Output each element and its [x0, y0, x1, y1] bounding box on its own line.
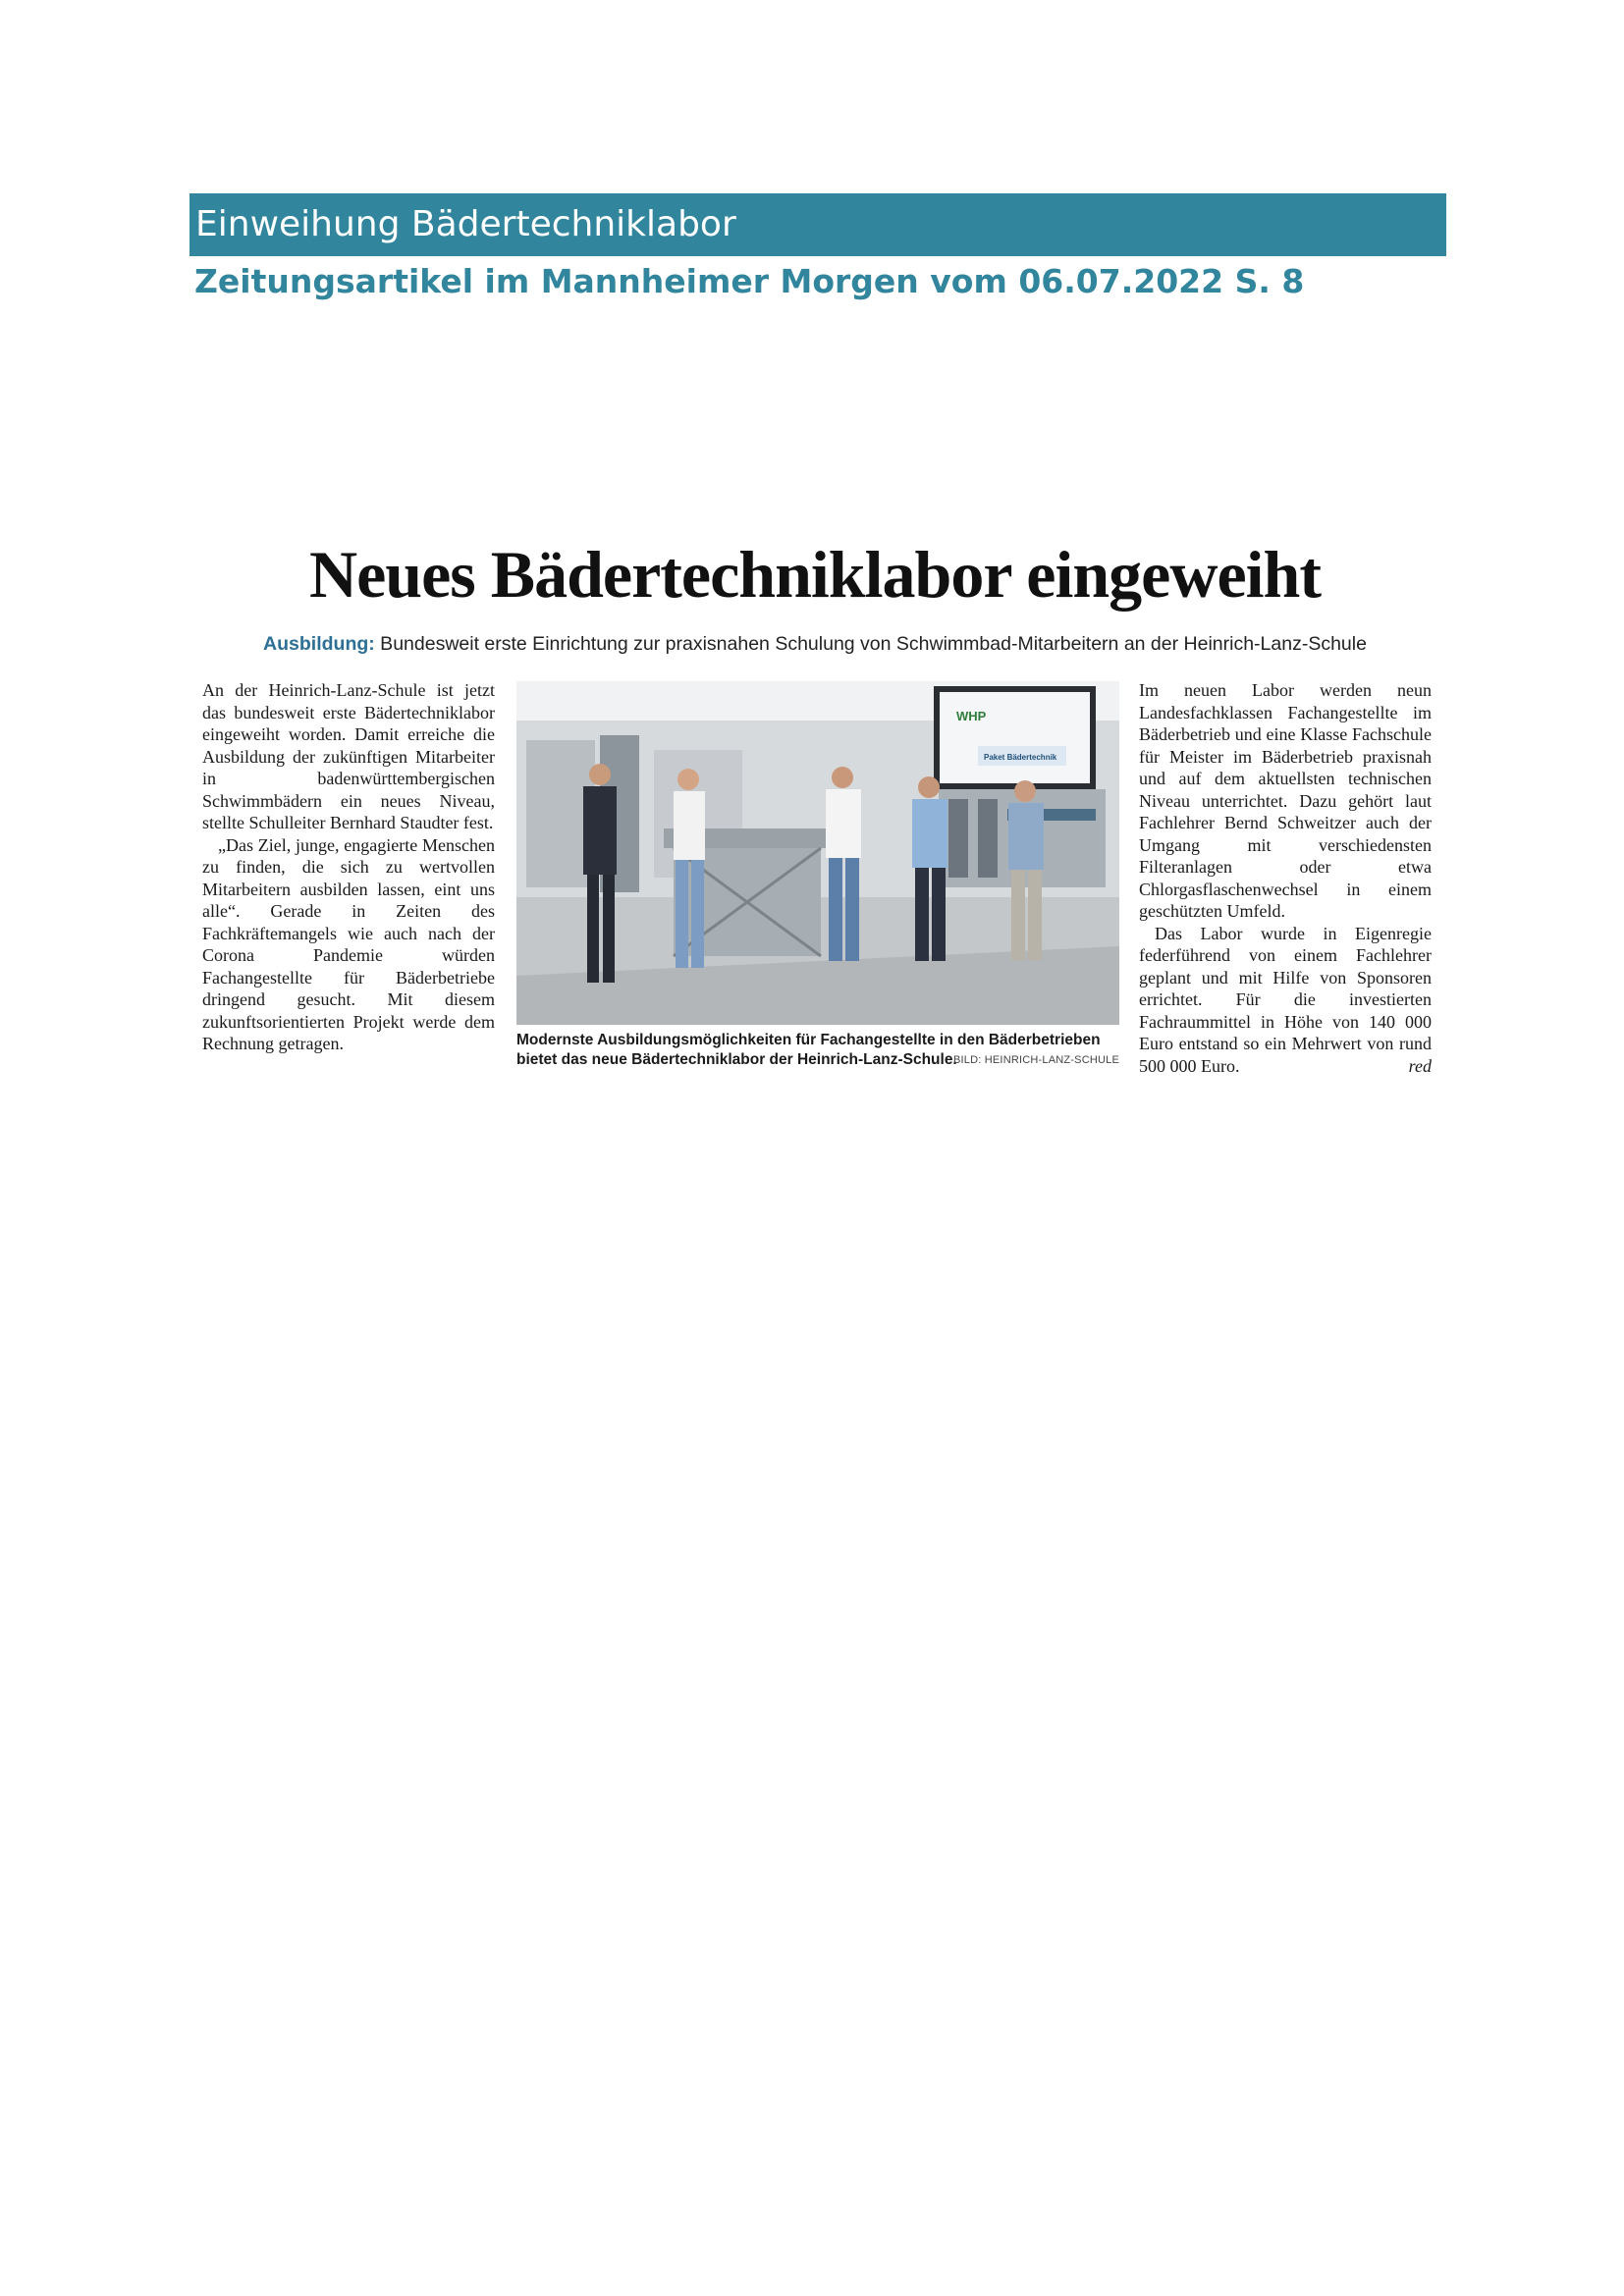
dek-kicker: Ausbildung: [263, 633, 375, 655]
source-subtitle: Zeitungsartikel im Mannheimer Morgen vom 06.07.2022 S. 8 [194, 262, 1305, 300]
title-banner [189, 193, 1446, 256]
right-paragraph-2 [1139, 923, 1432, 1078]
screen-logo: WHP [956, 709, 987, 723]
left-paragraph-2: „Das Ziel, junge, engagierte Menschen zu finden, die sich zu wertvollen Mitarbeitern ausbilden lassen, eint uns alle“. Gerade in Zeiten des Fachkräftemangels wie auch nach der Corona Pandemie würden Fachangestellte für Bäderbetriebe dringend gesucht. Mit diesem zukunftsorientierten Projekt werde dem Rechnung getragen. [202, 834, 495, 1053]
photo-caption [516, 1031, 1119, 1070]
left-paragraph-1: An der Heinrich-Lanz-Schule ist jetzt das bundesweit erste Bädertechniklabor eingeweiht worden. Damit erreiche die Ausbildung der zukünftigen Mitarbeiter in badenwürttembergischen Schwimmbädern ein neues Niveau, stellte Schulleiter Bernhard Staudter fest. [202, 680, 495, 832]
page-title: Einweihung Bädertechniklabor [195, 204, 736, 244]
photo-credit: BILD: HEINRICH-LANZ-SCHULE [952, 1054, 1119, 1066]
article-headline: Neues Bädertechniklabor eingeweiht [308, 537, 1322, 612]
lab-photo-illustration [516, 681, 1119, 1025]
article-dek [196, 630, 1434, 658]
screen-text: Paket Bädertechnik [984, 753, 1057, 762]
right-paragraph-1: Im neuen Labor werden neun Landesfachklassen Fachangestellte im Bäderbetrieb und eine Klasse Fachschule für Meister im Bäderbetrieb praxisnah und auf dem aktuellsten technischen Niveau unterrichtet. Dazu gehört laut Fachlehrer Bernd Schweitzer auch der Umgang mit verschiedensten Filteranlagen oder etwa Chlorgasflaschenwechsel in einem geschützten Umfeld. [1139, 680, 1432, 921]
article-photo [516, 681, 1119, 1025]
caption-line-1: Modernste Ausbildungsmöglichkeiten für Fachangestellte in den Bäderbetrieben [516, 1032, 1101, 1048]
newspaper-clipping [196, 530, 1434, 1080]
caption-line-2: bietet das neue Bädertechniklabor der Heinrich-Lanz-Schule. [516, 1051, 957, 1068]
right-column [1139, 679, 1432, 1077]
author-signature: red [1408, 1055, 1432, 1076]
dek-text: Bundesweit erste Einrichtung zur praxisnahen Schulung von Schwimmbad-Mitarbeitern an der Heinrich-Lanz-Schule [374, 633, 1367, 655]
right-paragraph-2-text: Das Labor wurde in Eigenregie federführend von einem Fachlehrer geplant und mit Hilfe von Sponsoren errichtet. Für die investierten Fachraummittel in Höhe von 140 000 Euro entstand so ein Mehrwert von rund 500 000 Euro. [1139, 923, 1432, 1076]
left-column [202, 679, 495, 1055]
